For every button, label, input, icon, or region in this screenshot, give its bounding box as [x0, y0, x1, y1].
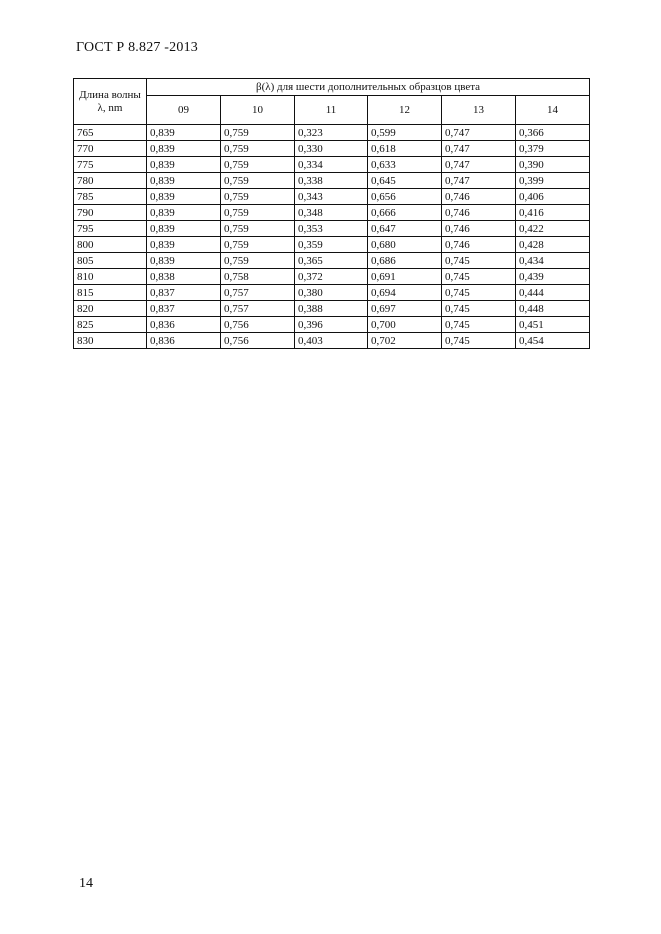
value-cell: 0,323: [295, 125, 368, 141]
table-row: [74, 333, 590, 349]
value-cell: 0,390: [516, 157, 590, 173]
value-cell: 0,745: [442, 333, 516, 349]
value-cell: 0,759: [221, 237, 295, 253]
value-cell: 0,343: [295, 189, 368, 205]
page-number: 14: [79, 876, 93, 891]
value-cell: 0,839: [147, 157, 221, 173]
value-cell: 0,444: [516, 285, 590, 301]
value-cell: 0,338: [295, 173, 368, 189]
value-cell: 0,838: [147, 269, 221, 285]
value-cell: 0,756: [221, 333, 295, 349]
value-cell: 0,759: [221, 189, 295, 205]
table-row: [74, 317, 590, 333]
value-cell: 0,691: [368, 269, 442, 285]
value-cell: 0,747: [442, 173, 516, 189]
value-cell: 0,380: [295, 285, 368, 301]
value-cell: 0,759: [221, 125, 295, 141]
value-cell: 0,747: [442, 141, 516, 157]
value-cell: 0,448: [516, 301, 590, 317]
value-cell: 0,365: [295, 253, 368, 269]
value-cell: 0,647: [368, 221, 442, 237]
value-cell: 0,757: [221, 285, 295, 301]
value-cell: 0,746: [442, 189, 516, 205]
value-cell: 0,759: [221, 205, 295, 221]
value-cell: 0,837: [147, 301, 221, 317]
value-cell: 0,439: [516, 269, 590, 285]
value-cell: 0,618: [368, 141, 442, 157]
wavelength-column-header: Длина волны λ, nm: [74, 79, 147, 125]
value-cell: 0,839: [147, 173, 221, 189]
value-cell: 0,759: [221, 221, 295, 237]
wavelength-cell: 785: [74, 189, 147, 205]
value-cell: 0,403: [295, 333, 368, 349]
value-cell: 0,686: [368, 253, 442, 269]
value-cell: 0,702: [368, 333, 442, 349]
value-cell: 0,746: [442, 205, 516, 221]
table-row: [74, 253, 590, 269]
value-cell: 0,334: [295, 157, 368, 173]
sample-column-header: 09: [147, 96, 221, 125]
value-cell: 0,454: [516, 333, 590, 349]
value-cell: 0,697: [368, 301, 442, 317]
value-cell: 0,745: [442, 253, 516, 269]
sample-column-header: 14: [516, 96, 590, 125]
value-cell: 0,758: [221, 269, 295, 285]
value-cell: 0,451: [516, 317, 590, 333]
sample-column-header: 11: [295, 96, 368, 125]
value-cell: 0,745: [442, 301, 516, 317]
table-row: [74, 141, 590, 157]
wavelength-cell: 820: [74, 301, 147, 317]
value-cell: 0,759: [221, 173, 295, 189]
wavelength-cell: 825: [74, 317, 147, 333]
sample-column-header: 10: [221, 96, 295, 125]
value-cell: 0,428: [516, 237, 590, 253]
value-cell: 0,656: [368, 189, 442, 205]
value-cell: 0,756: [221, 317, 295, 333]
table-row: [74, 157, 590, 173]
value-cell: 0,839: [147, 253, 221, 269]
wavelength-cell: 800: [74, 237, 147, 253]
value-cell: 0,680: [368, 237, 442, 253]
wavelength-cell: 780: [74, 173, 147, 189]
value-cell: 0,839: [147, 141, 221, 157]
value-cell: 0,434: [516, 253, 590, 269]
wavelength-cell: 805: [74, 253, 147, 269]
document-code: ГОСТ Р 8.827 -2013: [76, 40, 198, 55]
value-cell: 0,839: [147, 237, 221, 253]
wavelength-cell: 770: [74, 141, 147, 157]
table-row: [74, 125, 590, 141]
value-cell: 0,746: [442, 237, 516, 253]
value-cell: 0,330: [295, 141, 368, 157]
wavelength-cell: 795: [74, 221, 147, 237]
value-cell: 0,759: [221, 253, 295, 269]
value-cell: 0,836: [147, 333, 221, 349]
sample-column-header: 13: [442, 96, 516, 125]
value-cell: 0,396: [295, 317, 368, 333]
value-cell: 0,422: [516, 221, 590, 237]
value-cell: 0,416: [516, 205, 590, 221]
wavelength-cell: 815: [74, 285, 147, 301]
value-cell: 0,759: [221, 141, 295, 157]
wavelength-cell: 775: [74, 157, 147, 173]
table-row: [74, 301, 590, 317]
spectral-data-table: [73, 78, 590, 349]
value-cell: 0,388: [295, 301, 368, 317]
table-row: [74, 173, 590, 189]
value-cell: 0,599: [368, 125, 442, 141]
value-cell: 0,372: [295, 269, 368, 285]
value-cell: 0,746: [442, 221, 516, 237]
wavelength-cell: 830: [74, 333, 147, 349]
value-cell: 0,757: [221, 301, 295, 317]
value-cell: 0,666: [368, 205, 442, 221]
value-cell: 0,836: [147, 317, 221, 333]
wavelength-cell: 810: [74, 269, 147, 285]
value-cell: 0,745: [442, 285, 516, 301]
value-cell: 0,837: [147, 285, 221, 301]
value-cell: 0,366: [516, 125, 590, 141]
value-cell: 0,759: [221, 157, 295, 173]
table-row: [74, 205, 590, 221]
value-cell: 0,645: [368, 173, 442, 189]
table-body: [74, 125, 590, 349]
value-cell: 0,745: [442, 317, 516, 333]
value-cell: 0,694: [368, 285, 442, 301]
value-cell: 0,353: [295, 221, 368, 237]
table-row: [74, 285, 590, 301]
wavelength-cell: 790: [74, 205, 147, 221]
sample-column-header: 12: [368, 96, 442, 125]
table-row: [74, 237, 590, 253]
value-cell: 0,348: [295, 205, 368, 221]
wavelength-cell: 765: [74, 125, 147, 141]
table-row: [74, 269, 590, 285]
value-cell: 0,839: [147, 205, 221, 221]
sample-group-header: β(λ) для шести дополнительных образцов цвета: [147, 79, 590, 96]
value-cell: 0,839: [147, 125, 221, 141]
value-cell: 0,745: [442, 269, 516, 285]
table-row: [74, 189, 590, 205]
value-cell: 0,839: [147, 189, 221, 205]
value-cell: 0,379: [516, 141, 590, 157]
value-cell: 0,747: [442, 125, 516, 141]
value-cell: 0,399: [516, 173, 590, 189]
value-cell: 0,700: [368, 317, 442, 333]
value-cell: 0,633: [368, 157, 442, 173]
table-row: [74, 221, 590, 237]
value-cell: 0,747: [442, 157, 516, 173]
value-cell: 0,839: [147, 221, 221, 237]
value-cell: 0,359: [295, 237, 368, 253]
value-cell: 0,406: [516, 189, 590, 205]
